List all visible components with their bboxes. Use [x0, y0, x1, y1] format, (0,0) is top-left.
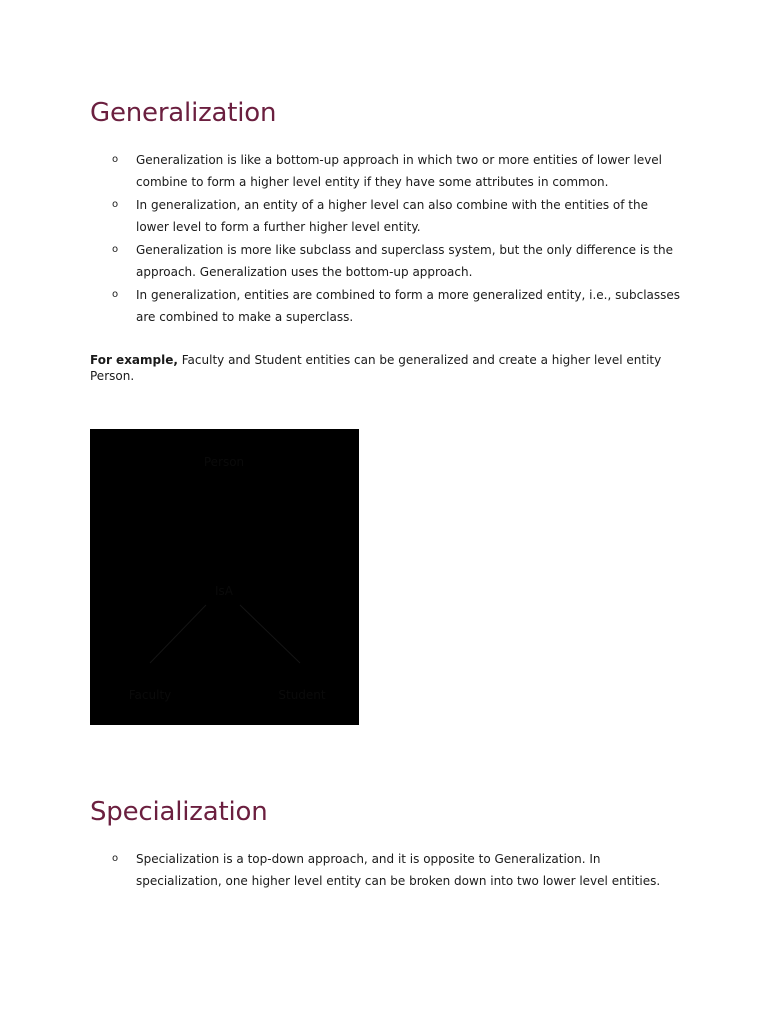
diagram-node-person: Person [203, 455, 245, 469]
bullet-marker-icon: o [112, 154, 119, 165]
bullet-marker-icon: o [112, 199, 119, 210]
example-lead: For example, [90, 353, 178, 367]
bullet-text: In generalization, entities are combined to form a more generalized entity, i.e., subclasses are combined to make a superclass. [136, 288, 681, 324]
specialization-heading: Specialization [90, 797, 268, 827]
example-text: Faculty and Student entities can be generalized and create a higher level entity Person. [90, 353, 662, 383]
bullet-text: Generalization is like a bottom-up approach in which two or more entities of lower level combine to form a higher level entity if they have some attributes in common. [136, 153, 663, 189]
example-paragraph [90, 352, 670, 384]
bullet-marker-icon: o [112, 244, 119, 255]
diagram-edge-right [240, 605, 300, 663]
list-item [112, 239, 682, 283]
list-item [112, 149, 682, 193]
diagram-node-faculty: Faculty [128, 688, 172, 702]
specialization-bullet-list [112, 848, 682, 893]
generalization-heading: Generalization [90, 98, 277, 128]
diagram-svg [90, 429, 359, 725]
bullet-marker-icon: o [112, 289, 119, 300]
generalization-bullet-list [112, 149, 682, 329]
bullet-text: In generalization, an entity of a higher level can also combine with the entities of the lower level to form a further higher level entity. [136, 198, 649, 234]
diagram-node-isa: IsA [215, 584, 233, 598]
list-item [112, 284, 682, 328]
bullet-marker-icon: o [112, 853, 119, 864]
list-item [112, 194, 682, 238]
generalization-diagram [90, 429, 359, 725]
bullet-text: Generalization is more like subclass and superclass system, but the only difference is the approach. Generalization uses the bottom-up approach. [136, 243, 673, 279]
diagram-node-student: Student [278, 688, 326, 702]
bullet-text: Specialization is a top-down approach, and it is opposite to Generalization. In specialization, one higher level entity can be broken down into two lower level entities. [136, 852, 661, 888]
list-item [112, 848, 682, 892]
diagram-edge-left [150, 605, 206, 663]
